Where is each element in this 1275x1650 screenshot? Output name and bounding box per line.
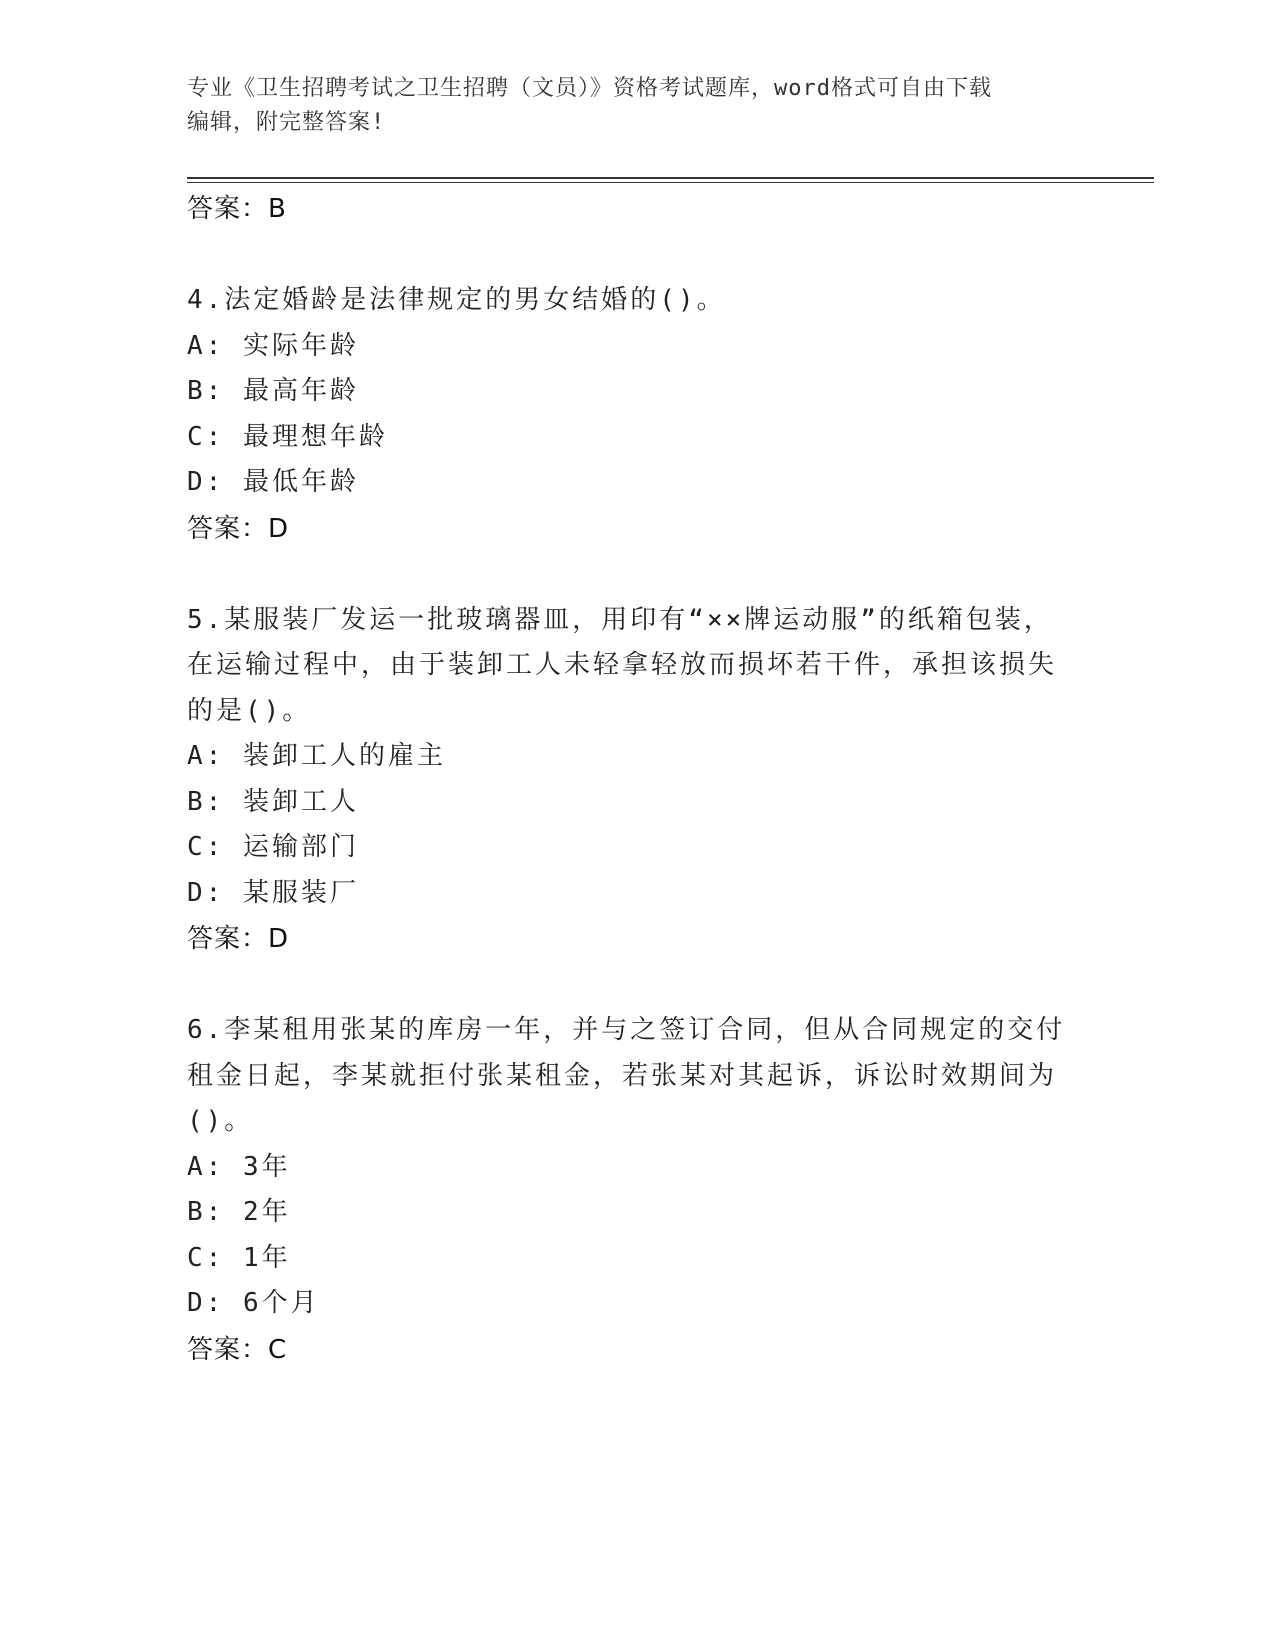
option-b: B: 2年 (187, 1197, 291, 1227)
option-b: B: 装卸工人 (187, 786, 359, 817)
header-divider (187, 177, 1154, 179)
option-d: D: 某服装厂 (187, 877, 359, 908)
question-block-5 (187, 598, 1067, 963)
option-a: A: 3年 (187, 1151, 291, 1182)
question-block-4 (187, 278, 1067, 552)
option-d: D: 最低年龄 (187, 467, 359, 497)
spacer (187, 232, 1067, 278)
question-text: 4.法定婚龄是法律规定的男女结婚的()。 (187, 285, 726, 315)
option-a: A: 装卸工人的雇主 (187, 741, 446, 771)
answer-line: 答案：D (187, 924, 290, 954)
header-line-2: 编辑，附完整答案! (187, 110, 386, 135)
answer-line: 答案：D (187, 513, 290, 544)
option-d: D: 6个月 (187, 1288, 320, 1318)
document-header (187, 72, 1067, 140)
option-c: C: 1年 (187, 1242, 291, 1273)
spacer (187, 552, 1067, 598)
option-b: B: 最高年龄 (187, 376, 359, 406)
question-block-6 (187, 1008, 1067, 1373)
spacer (187, 962, 1067, 1008)
option-c: C: 运输部门 (187, 832, 359, 862)
answer-line: 答案：C (187, 1334, 288, 1365)
option-c: C: 最理想年龄 (187, 421, 388, 452)
header-divider-thin (187, 182, 1154, 183)
question-list (187, 186, 1067, 1373)
header-line-1: 专业《卫生招聘考试之卫生招聘（文员）》资格考试题库，word格式可自由下载 (187, 76, 992, 101)
answer-line: 答案：B (187, 194, 287, 224)
option-a: A: 实际年龄 (187, 330, 359, 361)
question-text: 6.李某租用张某的库房一年，并与之签订合同，但从合同规定的交付租金日起，李某就拒付张某租金，若张某对其起诉，诉讼时效期间为()。 (187, 1015, 1066, 1136)
question-text: 5.某服装厂发运一批玻璃器皿，用印有“××牌运动服”的纸箱包装，在运输过程中，由于装卸工人未轻拿轻放而损坏若干件，承担该损失的是()。 (187, 604, 1058, 726)
